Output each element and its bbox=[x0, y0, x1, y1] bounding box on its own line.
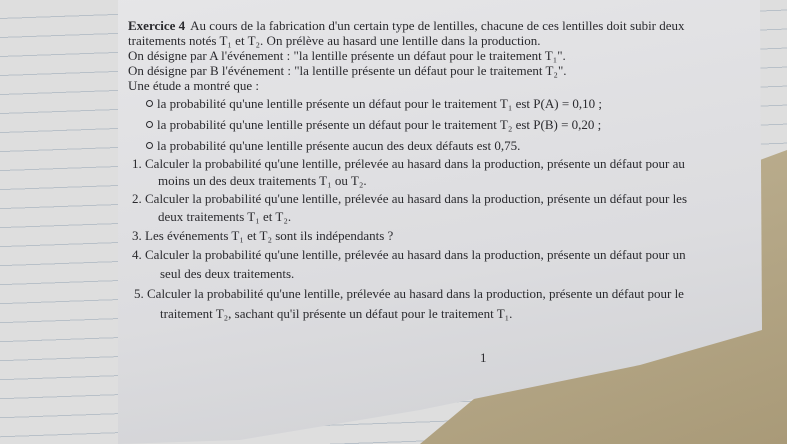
intro-line-2: traitements notés T₁ et T₂. On prélève au hasard une lentille dans la production. bbox=[128, 33, 541, 48]
bullet-icon bbox=[146, 121, 153, 128]
exercise-header-line bbox=[128, 18, 685, 33]
question-4: 4. Calculer la probabilité qu'une lentille, prélevée au hasard dans la production, présente un défaut pour un bbox=[132, 247, 686, 262]
intro-line-4: On désigne par B l'événement : "la lentille présente un défaut pour le traitement T₂". bbox=[128, 63, 567, 78]
bullet-icon bbox=[146, 142, 153, 149]
intro-line-3: On désigne par A l'événement : "la lentille présente un défaut pour le traitement T₁". bbox=[128, 48, 566, 63]
intro-line-5: Une étude a montré que : bbox=[128, 78, 260, 93]
bullet-icon bbox=[146, 100, 153, 107]
question-1: 1. Calculer la probabilité qu'une lentille, prélevée au hasard dans la production, présente un défaut pour au bbox=[132, 156, 685, 171]
question-1-cont: moins un des deux traitements T₁ ou T₂. bbox=[158, 173, 367, 188]
bullet-item: la probabilité qu'une lentille présente un défaut pour le traitement T₂ est P(B) = 0,20 ; bbox=[157, 117, 602, 132]
page-number: 1 bbox=[480, 350, 487, 365]
question-3: 3. Les événements T₁ et T₂ sont ils indépendants ? bbox=[132, 228, 394, 243]
question-4-cont: seul des deux traitements. bbox=[160, 266, 295, 281]
question-2: 2. Calculer la probabilité qu'une lentille, prélevée au hasard dans la production, présente un défaut pour les bbox=[132, 191, 688, 206]
question-5-cont: traitement T₂, sachant qu'il présente un défaut pour le traitement T₁. bbox=[160, 306, 513, 321]
bullet-item: la probabilité qu'une lentille présente aucun des deux défauts est 0,75. bbox=[157, 138, 521, 153]
exercise-title: Exercice 4 bbox=[128, 18, 186, 33]
bullet-item: la probabilité qu'une lentille présente un défaut pour le traitement T₁ est P(A) = 0,10 ; bbox=[157, 96, 603, 111]
question-2-cont: deux traitements T₁ et T₂. bbox=[158, 209, 292, 224]
intro-line-1: Au cours de la fabrication d'un certain type de lentilles, chacune de ces lentilles doit subir deux bbox=[190, 18, 685, 33]
question-5: 5. Calculer la probabilité qu'une lentille, prélevée au hasard dans la production, présente un défaut pour le bbox=[134, 286, 684, 301]
